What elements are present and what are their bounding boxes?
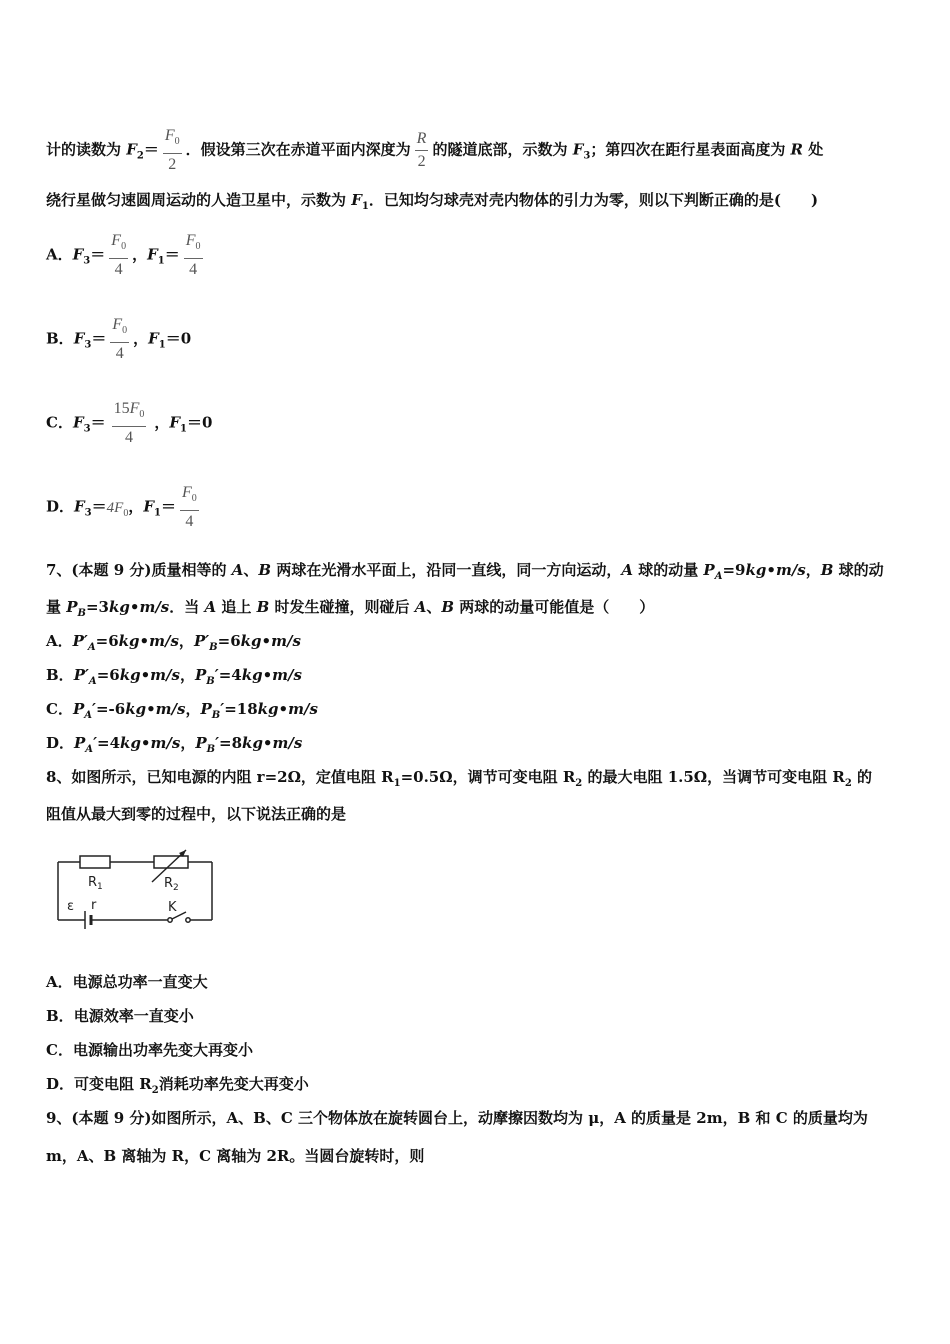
num: R: [416, 130, 427, 148]
label-k: K: [168, 900, 177, 915]
fraction-r-over-2: [415, 130, 429, 171]
sub: 0: [121, 241, 127, 253]
q6-option-c: [46, 400, 212, 447]
q9-line1: 9、(本题 9 分)如图所示，A、B、C 三个物体放在旋转圆台上，动摩擦因数均为 μ，A 的质量是 2m，B 和 C 的质量均为: [46, 1109, 868, 1127]
text: ，: [178, 632, 194, 650]
text: 、: [243, 561, 259, 579]
prime: ′: [220, 700, 225, 718]
label-r2: $R_2$: [164, 876, 179, 893]
option-letter: D．: [46, 734, 75, 752]
text: =18: [224, 700, 258, 718]
text: 球的动: [833, 561, 884, 579]
var: A: [414, 598, 427, 616]
text: =3: [85, 598, 109, 616]
q7-line2: [46, 597, 654, 624]
text: 的隧道底部，示数为: [432, 140, 573, 159]
unit: kg•m/s: [120, 734, 181, 752]
unit: kg•m/s: [257, 700, 318, 718]
option-letter: A．: [46, 632, 73, 650]
q6-line1: [46, 127, 823, 174]
fraction: [180, 484, 199, 531]
num: F: [129, 400, 140, 417]
text: ，: [133, 329, 149, 348]
var: P: [66, 598, 78, 616]
text: =0.5Ω，调节可变电阻 R: [400, 768, 576, 786]
var: P′: [73, 666, 89, 684]
var: B: [441, 598, 455, 616]
option-text: 可变电阻 R: [74, 1075, 152, 1093]
sub: 1: [154, 507, 161, 519]
den: 4: [189, 261, 198, 279]
text: 、: [426, 598, 442, 616]
q6-option-b: [46, 316, 191, 363]
sub: B: [206, 676, 215, 687]
text: ；第四次在距行星表面高度为: [590, 140, 791, 159]
q6-line2: [46, 190, 818, 217]
unit: kg•m/s: [745, 561, 806, 579]
sub: 2: [844, 778, 852, 789]
text: ＝: [91, 497, 107, 516]
text: ．当: [169, 598, 205, 616]
var: F: [148, 329, 159, 348]
text: 处: [803, 140, 824, 159]
text: =4: [97, 734, 121, 752]
text: ＝: [164, 245, 180, 264]
q7-option-b: [46, 665, 302, 692]
sub: 3: [83, 423, 91, 435]
unit: kg•m/s: [118, 632, 179, 650]
var: P: [74, 734, 86, 752]
option-letter: A．: [46, 973, 73, 991]
label-r1: $R_1$: [88, 875, 103, 892]
option-letter: A．: [46, 245, 73, 264]
text: =6: [96, 666, 120, 684]
text: =8: [219, 734, 243, 752]
sub: 0: [139, 409, 145, 421]
den: 4: [114, 261, 123, 279]
sub: 0: [195, 241, 201, 253]
var: P′: [193, 632, 210, 650]
text: =4: [218, 666, 242, 684]
var: F: [351, 191, 362, 209]
var: P: [72, 700, 85, 718]
var: F: [169, 413, 181, 432]
option-letter: C．: [46, 700, 73, 718]
sub: A: [87, 642, 96, 653]
sub: B: [206, 744, 216, 755]
sub: 1: [180, 423, 188, 435]
text: ＝0: [165, 329, 192, 348]
text: 的: [851, 768, 873, 786]
q8-option-d: [46, 1074, 309, 1101]
sub: 0: [122, 325, 128, 337]
den: 2: [168, 156, 177, 174]
den: 4: [185, 513, 194, 531]
sub: 0: [123, 507, 129, 519]
q8-option-b: [46, 1006, 194, 1026]
q7-line1: [46, 560, 884, 587]
option-text: 消耗功率先变大再变小: [158, 1075, 309, 1093]
num: F: [185, 232, 196, 249]
sub: 1: [393, 778, 401, 789]
var: B: [258, 561, 272, 579]
text: ，: [805, 561, 821, 579]
q6-option-a: [46, 232, 207, 279]
sub: B: [211, 710, 221, 721]
var: A: [621, 561, 633, 579]
sub: 2: [151, 1085, 159, 1096]
num: F: [112, 316, 123, 333]
var: P: [194, 666, 207, 684]
text: =9: [722, 561, 746, 579]
sub: A: [84, 710, 92, 721]
var: B: [820, 561, 834, 579]
var: A: [204, 598, 217, 616]
q8-option-c: [46, 1040, 253, 1060]
unit: kg•m/s: [240, 632, 301, 650]
var: F: [73, 329, 85, 348]
text: 两球的动量可能值是（ ）: [454, 598, 655, 616]
var: F: [147, 245, 158, 264]
var: A: [231, 561, 244, 579]
unit: kg•m/s: [108, 598, 170, 616]
resistor-r1: [80, 856, 110, 868]
sub: A: [714, 571, 723, 582]
q7-option-c: [46, 699, 318, 726]
switch-contact-left: [168, 918, 172, 922]
var: F: [72, 245, 84, 264]
fraction: [112, 400, 147, 447]
text: ＝: [90, 245, 106, 264]
num-coef: 15: [113, 400, 130, 417]
text: ．已知均匀球壳对壳内物体的引力为零，则以下判断正确的是( ): [368, 191, 819, 209]
text: ，: [179, 666, 195, 684]
text: 8、如图所示，已知电源的内阻 r=2Ω，定值电阻 R: [46, 768, 394, 786]
text: 量: [46, 598, 67, 616]
den: 2: [417, 153, 426, 171]
prime: ′: [214, 666, 219, 684]
var: R: [790, 140, 804, 159]
fraction-f0-over-2: [163, 127, 182, 174]
option-letter: D．: [46, 497, 75, 516]
prime: ′: [93, 734, 98, 752]
text: 7、(本题 9 分)质量相等的: [46, 561, 232, 579]
sub: B: [77, 608, 86, 619]
fraction: [110, 316, 129, 363]
inline-math: [106, 499, 129, 519]
fraction: [184, 232, 203, 279]
sub: A: [88, 676, 97, 687]
text: ．假设第三次在赤道平面内深度为: [185, 140, 411, 159]
var: F: [143, 497, 154, 516]
text: 绕行星做匀速圆周运动的人造卫星中，示数为: [46, 191, 352, 209]
text: ＝: [160, 497, 176, 516]
text: ＝0: [187, 413, 213, 432]
text: ＝: [91, 329, 107, 348]
text: ＝: [90, 413, 106, 432]
sub: 3: [583, 150, 591, 162]
option-letter: B．: [46, 1007, 74, 1025]
var: P: [703, 561, 715, 579]
unit: kg•m/s: [241, 666, 302, 684]
text: ，: [180, 734, 196, 752]
sub: 1: [157, 255, 165, 267]
switch-contact-right: [186, 918, 190, 922]
expr: 4F: [106, 499, 124, 516]
resistor-r2: [154, 856, 188, 868]
q7-option-a: [46, 631, 301, 658]
q8-line1: [46, 767, 872, 794]
num: F: [164, 127, 175, 144]
text: 追上: [216, 598, 257, 616]
text: ，: [132, 245, 148, 264]
var: P′: [72, 632, 88, 650]
num: F: [111, 232, 122, 249]
q9-line2: m，A、B 离轴为 R，C 离轴为 2R。当圆台旋转时，则: [46, 1147, 425, 1165]
text: =-6: [95, 700, 126, 718]
unit: kg•m/s: [125, 700, 186, 718]
text: 计的读数为: [46, 140, 127, 159]
option-text: 电源输出功率先变大再变小: [72, 1041, 253, 1059]
sub: 0: [191, 493, 197, 505]
var: F: [72, 413, 84, 432]
text: 两球在光滑水平面上，沿同一直线，同一方向运动，: [271, 561, 622, 579]
var: P: [200, 700, 212, 718]
option-text: 电源总功率一直变大: [72, 973, 208, 991]
label-emf: ε: [67, 899, 75, 914]
q8-option-a: [46, 972, 208, 992]
num: F: [181, 484, 192, 501]
var: F: [126, 140, 137, 159]
label-r: r: [91, 898, 97, 913]
text: =6: [95, 632, 119, 650]
q8-line2: 阻值从最大到零的过程中，以下说法正确的是: [46, 805, 347, 823]
option-letter: B．: [46, 666, 74, 684]
sub: 0: [174, 136, 180, 148]
text: 时发生碰撞，则碰后: [269, 598, 415, 616]
q7-option-d: [46, 733, 302, 760]
sub: A: [85, 744, 94, 755]
text: ，: [128, 497, 144, 516]
text: 球的动量: [632, 561, 704, 579]
option-letter: D．: [46, 1075, 75, 1093]
unit: kg•m/s: [119, 666, 180, 684]
text: ，: [154, 413, 170, 432]
den: 4: [115, 345, 124, 363]
var: F: [572, 140, 584, 159]
var: F: [74, 497, 85, 516]
text: ＝: [143, 140, 159, 159]
fraction: [109, 232, 128, 279]
unit: kg•m/s: [242, 734, 303, 752]
text: =6: [217, 632, 241, 650]
option-letter: B．: [46, 329, 74, 348]
text: ，: [185, 700, 201, 718]
option-letter: C．: [46, 413, 73, 432]
var: P: [195, 734, 207, 752]
sub: 3: [84, 339, 92, 351]
sub: 2: [575, 778, 583, 789]
sub: B: [209, 642, 218, 653]
sub: 1: [361, 201, 369, 212]
den: 4: [124, 429, 133, 447]
text: 的最大电阻 1.5Ω，当调节可变电阻 R: [582, 768, 845, 786]
sub: 1: [158, 339, 166, 351]
option-letter: C．: [46, 1041, 73, 1059]
sub: 2: [136, 150, 144, 162]
prime: ′: [215, 734, 220, 752]
option-text: 电源效率一直变小: [73, 1007, 194, 1025]
circuit-diagram: [52, 848, 222, 932]
sub: 3: [84, 507, 92, 519]
var: B: [256, 598, 270, 616]
sub: 3: [83, 255, 91, 267]
q6-option-d: [46, 484, 203, 531]
prime: ′: [92, 700, 96, 718]
